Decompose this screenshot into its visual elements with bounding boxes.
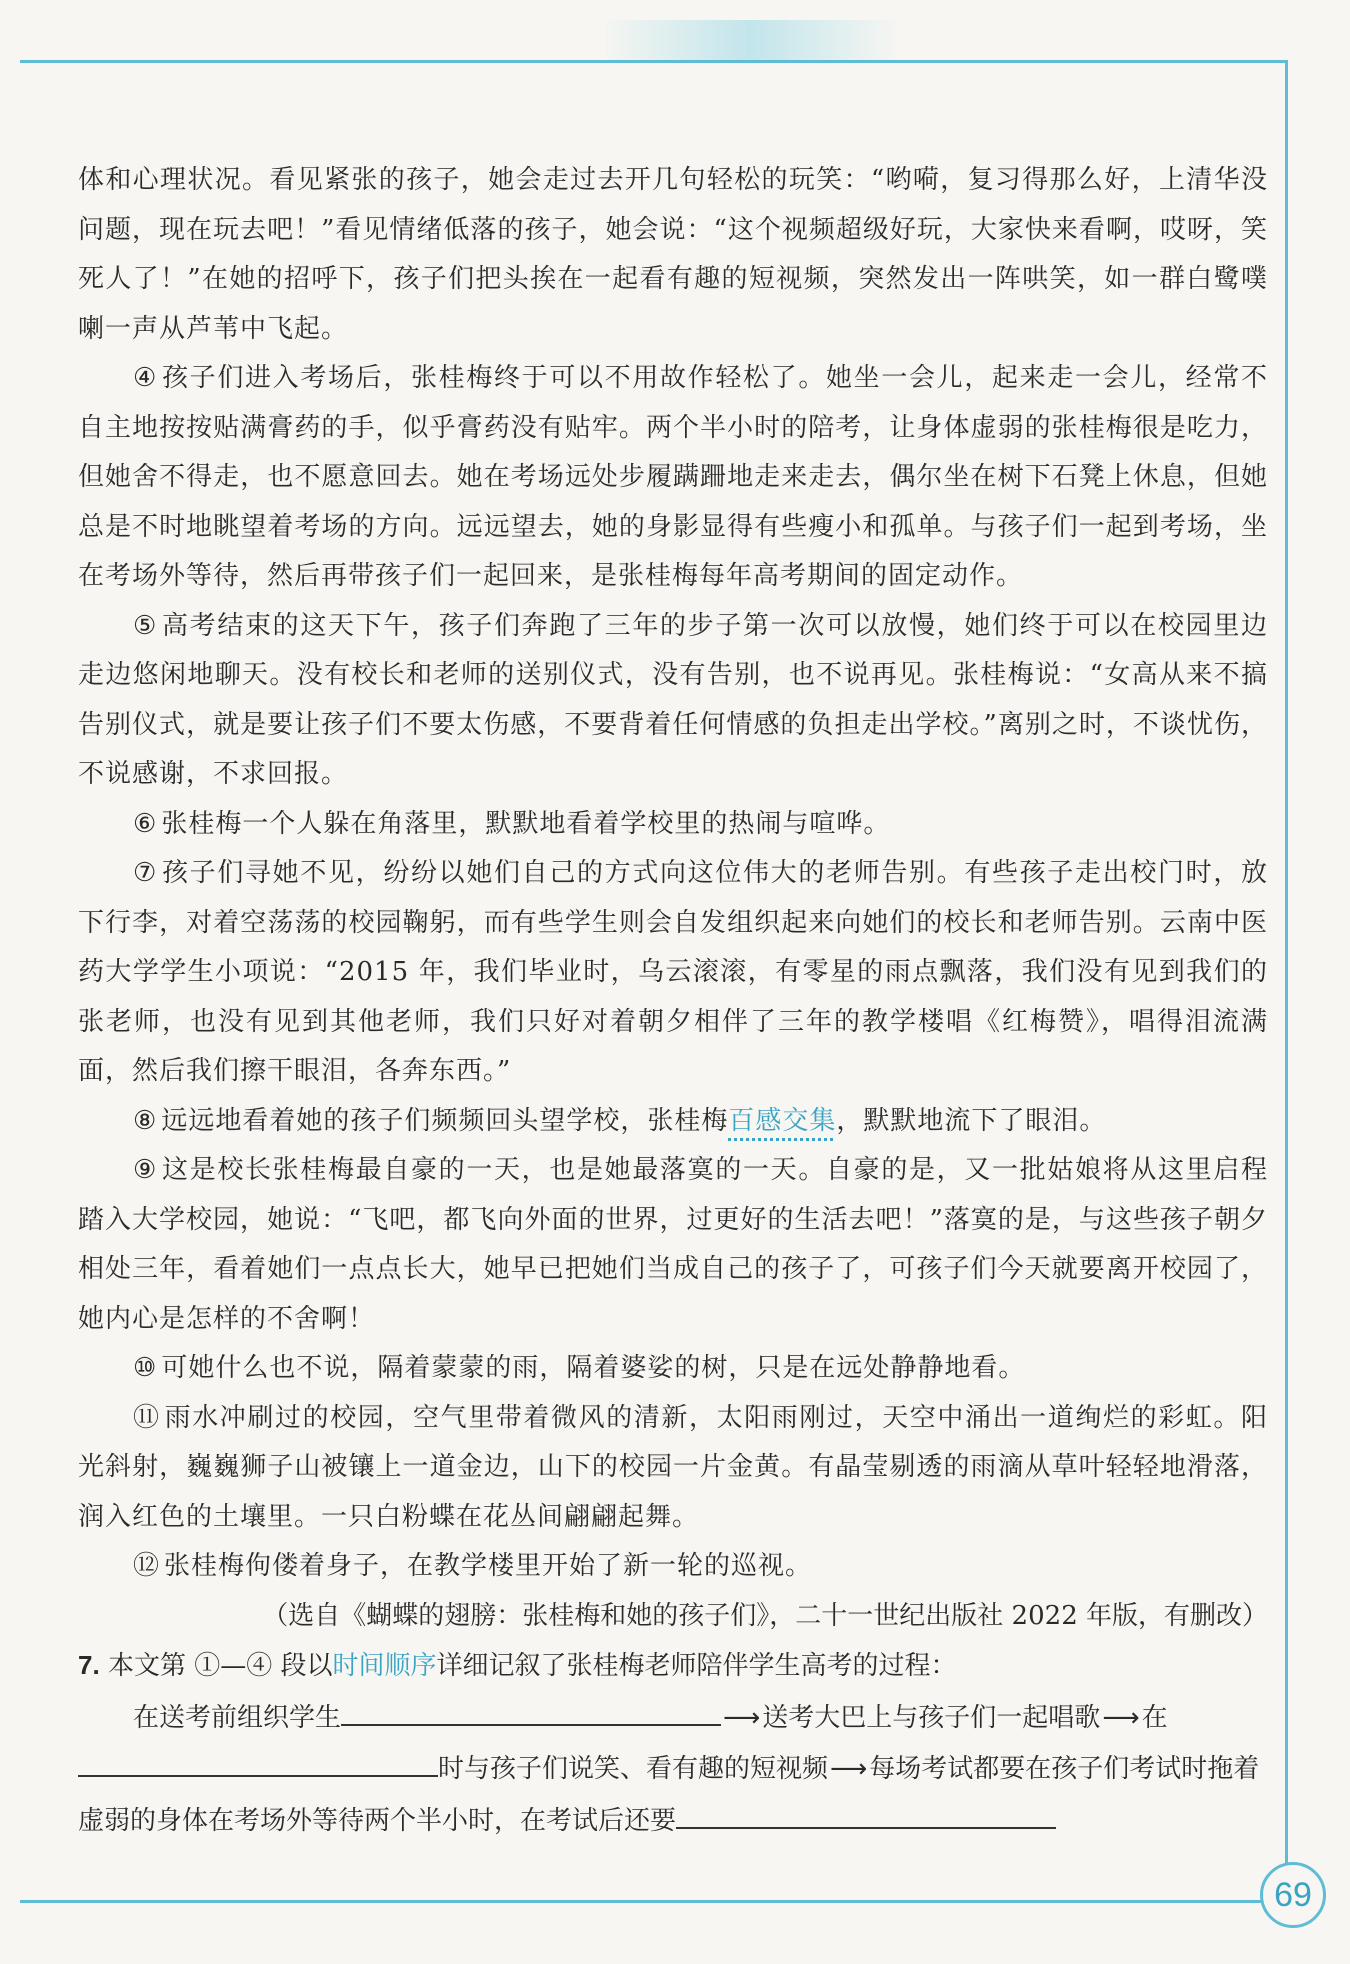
arrow-icon: ⟶: [723, 1702, 761, 1733]
paragraph-10: ⑩ 可她什么也不说，隔着蒙蒙的雨，隔着婆娑的树，只是在远处静静地看。: [133, 1353, 1026, 1383]
top-decoration: [600, 20, 900, 60]
bottom-rule: [20, 1900, 1270, 1903]
answer-blank-3[interactable]: [676, 1795, 1056, 1829]
question-7: 7. 本文第 ①—④ 段以时间顺序详细记叙了张桂梅老师陪伴学生高考的过程：: [78, 1650, 957, 1681]
paragraph-5: ⑤ 高考结束的这天下午，孩子们奔跑了三年的步子第一次可以放慢，她们终于可以在校园里边走边悠闲地聊天。没有校长和老师的送别仪式，没有告别，也不说再见。张桂梅说：“女高从来不搞告别仪式，就是要让孩子们不要太伤感，不要背着任何情感的负担走出学校。”离别之时，不谈忧伤，不说感谢，不求回报。: [78, 610, 1268, 789]
paragraph-4: ④ 孩子们进入考场后，张桂梅终于可以不用故作轻松了。她坐一会儿，起来走一会儿，经常不自主地按按贴满膏药的手，似乎膏药没有贴牢。两个半小时的陪考，让身体虚弱的张桂梅很是吃力，但她舍不得走，也不愿意回去。她在考场远处步履蹒跚地走来走去，偶尔坐在树下石凳上休息，但她总是不时地眺望着考场的方向。远远望去，她的身影显得有些瘦小和孤单。与孩子们一起到考场，坐在考场外等待，然后再带孩子们一起回来，是张桂梅每年高考期间的固定动作。: [78, 363, 1268, 591]
paragraph-11: ⑪ 雨水冲刷过的校园，空气里带着微风的清新，太阳雨刚过，天空中涌出一道绚烂的彩虹。阳光斜射，巍巍狮子山被镶上一道金边，山下的校园一片金黄。有晶莹剔透的雨滴从草叶轻轻地滑落，润入红色的土壤里。一只白粉蝶在花丛间翩翩起舞。: [78, 1402, 1268, 1532]
paragraph-6: ⑥ 张桂梅一个人躲在角落里，默默地看着学校里的热闹与喧哗。: [133, 808, 891, 839]
paragraph-7: ⑦ 孩子们寻她不见，纷纷以她们自己的方式向这位伟大的老师告别。有些孩子走出校门时，放下行李，对着空荡荡的校园鞠躬，而有些学生则会自发组织起来向她们的校长和老师告别。云南中医药大学学生小项说：“2015 年，我们毕业时，乌云滚滚，有零星的雨点飘落，我们没有见到我们的张老师，也没有见到其他老师，我们只好对着朝夕相伴了三年的教学楼唱《红梅赞》，唱得泪流满面，然后我们擦干眼泪，各奔东西。”: [78, 858, 1268, 1086]
arrow-icon: ⟶: [830, 1754, 868, 1784]
answer-blank-2[interactable]: [78, 1743, 438, 1777]
article-body: [78, 156, 1268, 1846]
source-citation: （选自《蝴蝶的翅膀：张桂梅和她的孩子们》，二十一世纪出版社 2022 年版，有删改）: [262, 1600, 1268, 1631]
emphasized-phrase: 百感交集: [728, 1105, 837, 1136]
paragraph-continued: 体和心理状况。看见紧张的孩子，她会走过去开几句轻松的玩笑：“哟嗬，复习得那么好，上清华没问题，现在玩去吧！”看见情绪低落的孩子，她会说：“这个视频超级好玩，大家快来看啊，哎呀，笑死人了！”在她的招呼下，孩子们把头挨在一起看有趣的短视频，突然发出一阵哄笑，如一群白鹭噗喇一声从芦苇中飞起。: [78, 165, 1268, 344]
page-number: 69: [1260, 1862, 1326, 1928]
paragraph-12: ⑫ 张桂梅佝偻着身子，在教学楼里开始了新一轮的巡视。: [133, 1551, 813, 1581]
question-7-line-1: 在送考前组织学生 ⟶送考大巴上与孩子们一起唱歌⟶在: [78, 1692, 1268, 1744]
question-7-line-2: 时与孩子们说笑、看有趣的短视频⟶每场考试都要在孩子们考试时拖着虚弱的身体在考场外等待两个半小时，在考试后还要: [78, 1743, 1268, 1846]
arrow-icon: ⟶: [1102, 1702, 1140, 1733]
paragraph-8: ⑧ 远远地看着她的孩子们频频回头望学校，张桂梅百感交集，默默地流下了眼泪。: [133, 1105, 1107, 1136]
answer-blank-1[interactable]: [341, 1692, 721, 1726]
keyword-highlight: 时间顺序: [332, 1651, 437, 1681]
paragraph-9: ⑨ 这是校长张桂梅最自豪的一天，也是她最落寞的一天。自豪的是，又一批姑娘将从这里启程踏入大学校园，她说：“飞吧，都飞向外面的世界，过更好的生活去吧！”落寞的是，与这些孩子朝夕相处三年，看着她们一点点长大，她早已把她们当成自己的孩子了，可孩子们今天就要离开校园了，她内心是怎样的不舍啊！: [78, 1155, 1268, 1334]
